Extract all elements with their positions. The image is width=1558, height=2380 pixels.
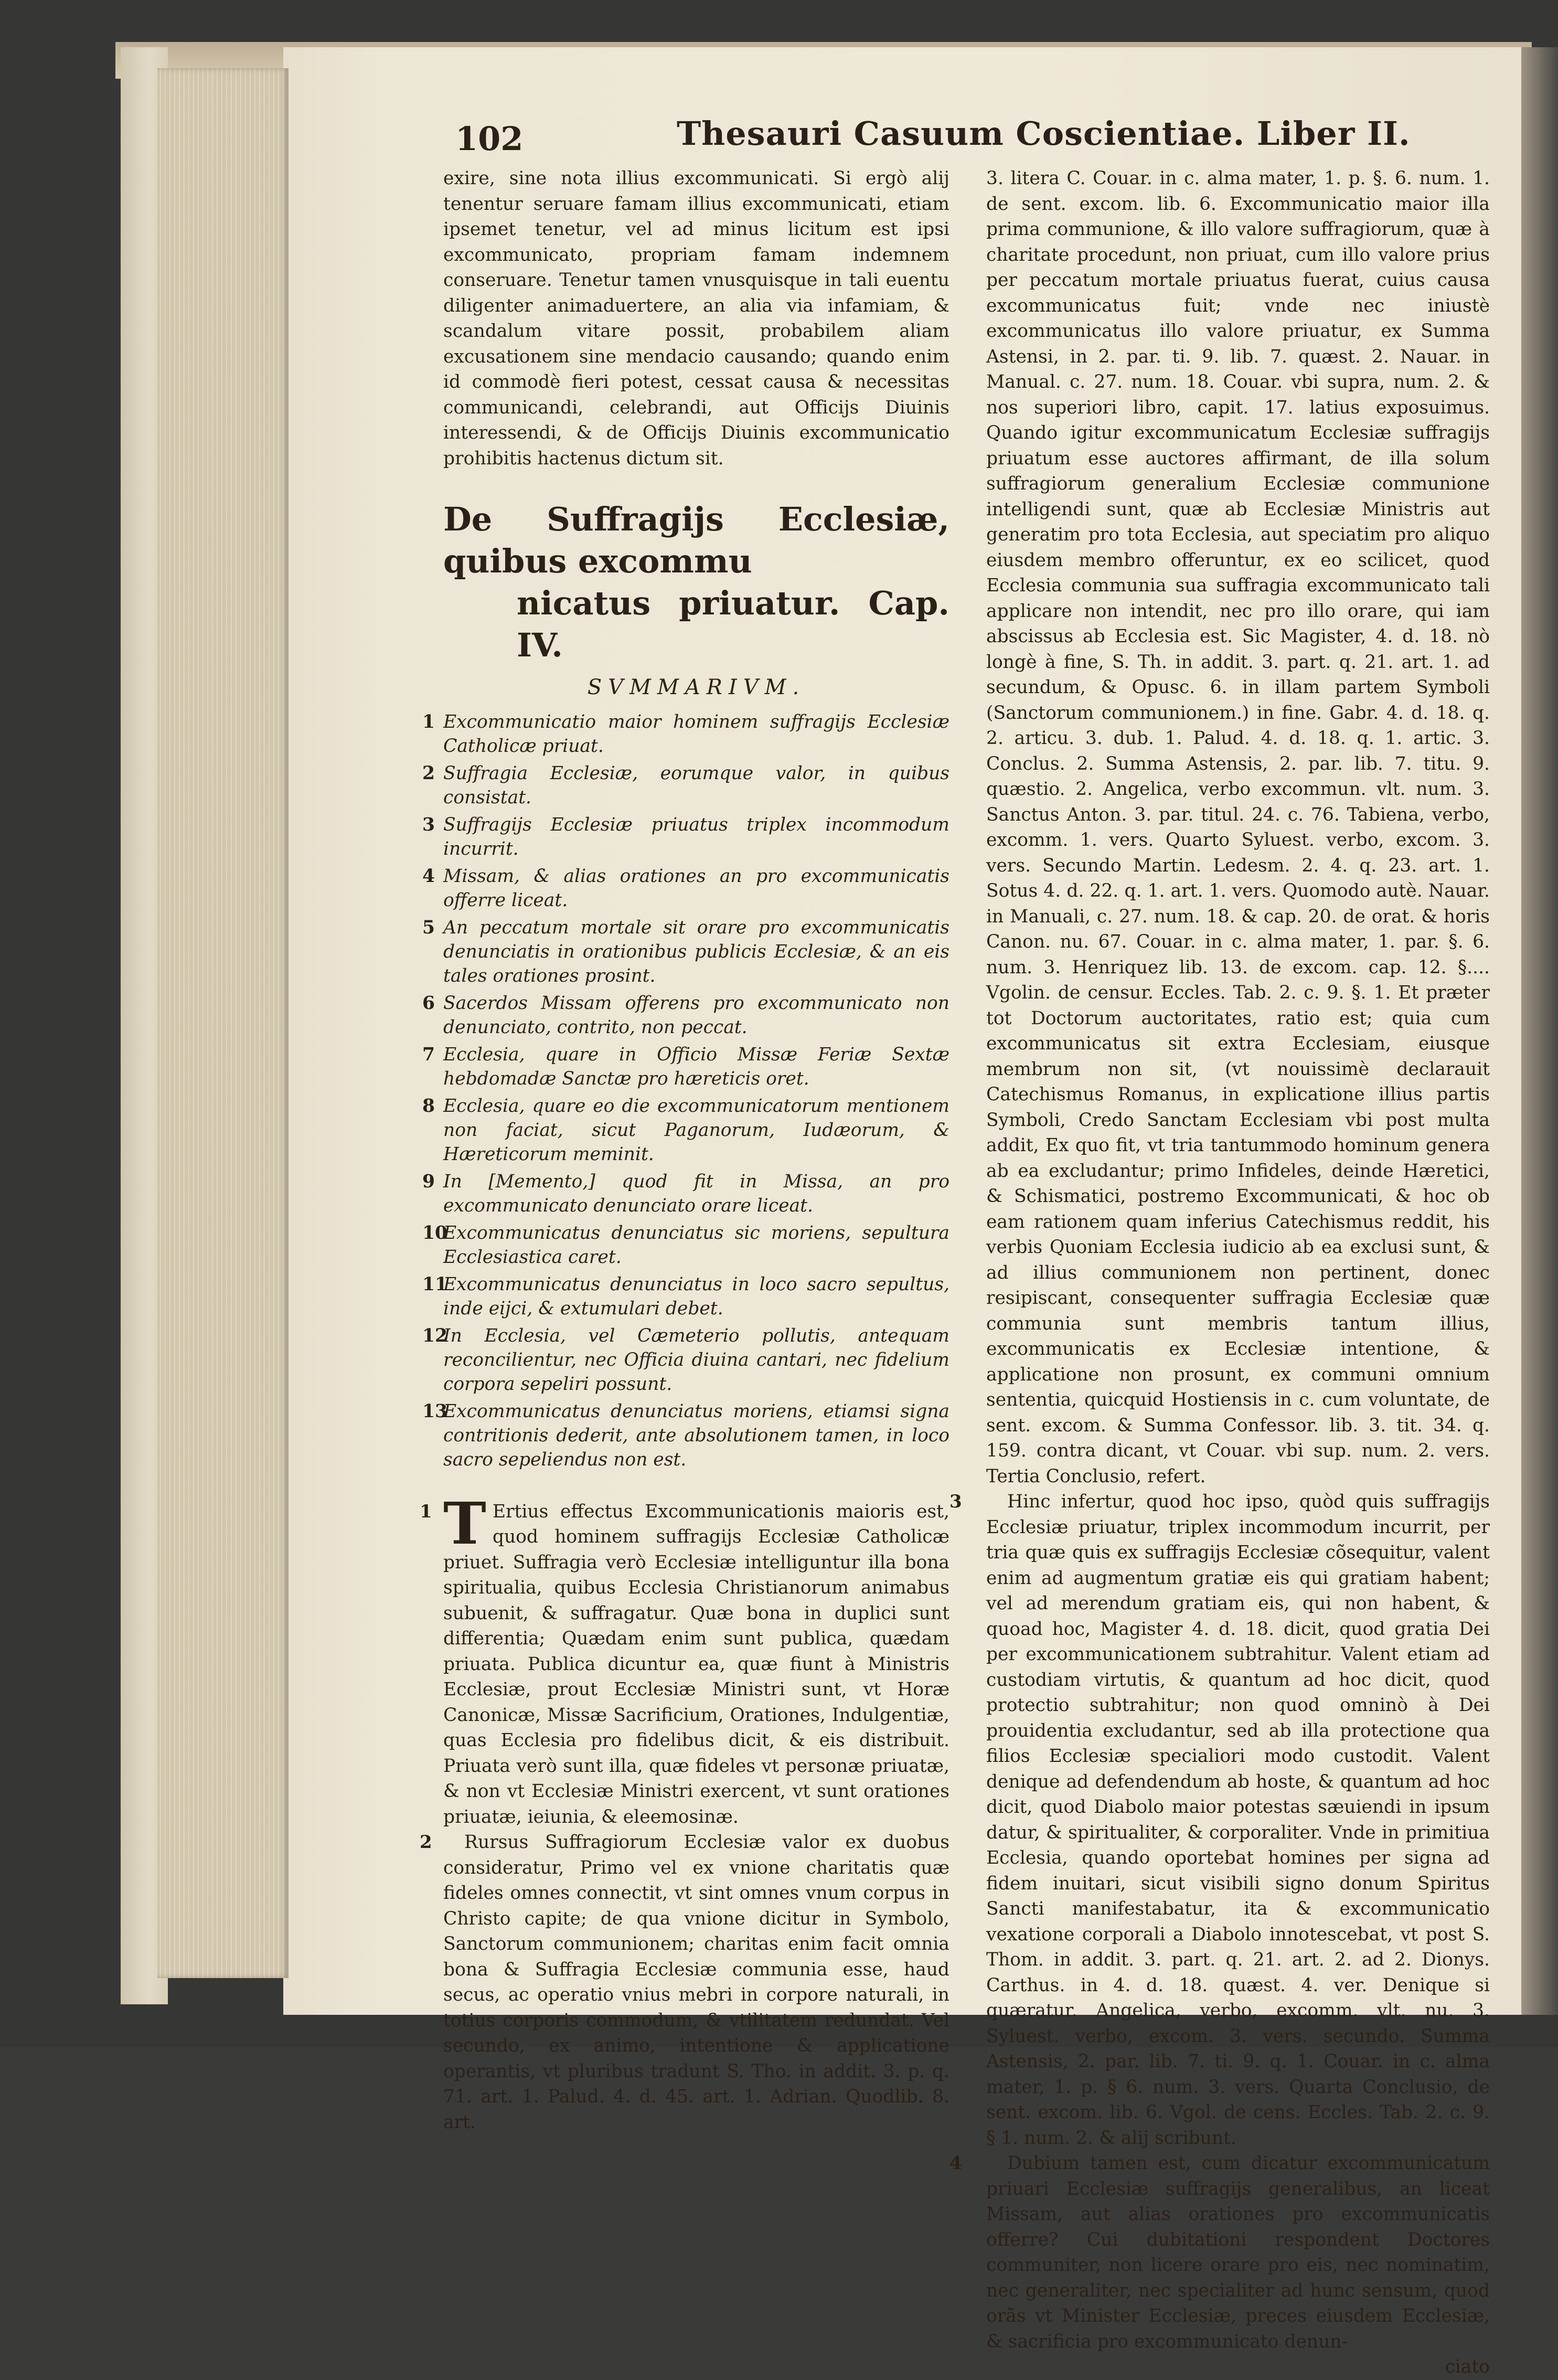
summary-item: 3 Suffragijs Ecclesiæ priuatus triplex incommodum incurrit. [422, 814, 949, 859]
running-title: Thesauri Casuum Coscientiae. Liber II. [677, 114, 1411, 153]
summary-item: 9 In [Memento,] quod fit in Missa, an pro excommunicato denunciato orare liceat. [422, 1171, 949, 1216]
margin-number: 3 [949, 1491, 962, 1512]
paragraph-text: Rursus Suffragiorum Ecclesiæ valor ex duobus consideratur, Primo vel ex vnione charitatis quæ fideles omnes connectit, vt sint omnes vnum corpus in Christo capite; de qua vnione dicitur in Symbolo, Sanctorum communionem; charitas enim facit omnia bona & Suffragia Ecclesiæ communia esse, haud secus, ac operatio vnius mebri in corpore naturali, in totius corporis commodum, & vtilitatem redundat. Vel secundo, ex animo, intentione & applicatione operantis, vt pluribus tradunt S. Tho. in addit. 3. p. q. 71. art. 1. Palud. 4. d. 45. art. 1. Adrian. Quodlib. 8. art. [443, 1832, 949, 2133]
summary-list [422, 710, 949, 1472]
summary-item: 10 Excommunicatus denunciatus sic moriens, sepultura Ecclesiastica caret. [422, 1222, 949, 1268]
chapter-heading [443, 498, 949, 666]
page-number: 102 [455, 120, 524, 158]
summary-item: 4 Missam, & alias orationes an pro excommunicatis offerre liceat. [422, 865, 949, 911]
drop-cap: T [443, 1489, 486, 1557]
body-paragraph-2 [420, 1830, 949, 2135]
running-header [451, 114, 1500, 162]
margin-number: 1 [420, 1501, 432, 1522]
body-paragraph-3 [949, 1489, 1490, 2151]
body-paragraph-1 [420, 1489, 949, 1830]
catchword: ciato [1445, 2356, 1490, 2377]
body-paragraph-continued: 3. litera C. Couar. in c. alma mater, 1. p. §. 6. num. 1. de sent. excom. lib. 6. Excommunicatio maior illa prima communione, & illo valore suffragiorum, quæ à charitate procedunt, non priuat, cum illo valore prius per peccatum mortale priuatus fuerat, cuius causa excommunicatus fuit; vnde nec iniustè excommunicatus illo valore priuatur, ex Summa Astensi, in 2. par. ti. 9. lib. 7. quæst. 2. Nauar. in Manual. c. 27. num. 18. Couar. vbi supra, num. 2. & nos superiori libro, capit. 17. latius exposuimus. Quando igitur excommunicatum Ecclesiæ suffragijs priuatum esse auctores affirmant, de illa solum suffragiorum generalium Ecclesiæ communione intelligendi sunt, quæ ab Ecclesiæ Ministris aut generatim pro tota Ecclesia, aut speciatim pro aliquo eiusdem membro offeruntur, ex eo scilicet, quod Ecclesia communia sua suffragia excommunicato tali applicare non intendit, nec pro illo orare, qui iam abscissus ab Ecclesia est. Sic Magister, 4. d. 18. nò longè à fine, S. Th. in addit. 3. part. q. 21. art. 1. ad secundum, & Opusc. 6. in illam partem Symboli (Sanctorum communionem.) in fine. Gabr. 4. d. 18. q. 2. articu. 3. dub. 1. Palud. 4. d. 18. q. 1. artic. 3. Conclus. 2. Summa Astensis, 2. par. lib. 7. titu. 9. quæstio. 2. Angelica, verbo excommun. vlt. num. 3. Sanctus Anton. 3. par. titul. 24. c. 76. Tabiena, verbo, excomm. 1. vers. Quarto Syluest. verbo, excom. 3. vers. Secundo Martin. Ledesm. 2. 4. q. 23. art. 1. Sotus 4. d. 22. q. 1. art. 1. vers. Quomodo autè. Nauar. in Manuali, c. 27. num. 18. & cap. 20. de orat. & horis Canon. nu. 67. Couar. in c. alma mater, 1. par. §. 6. num. 3. Henriquez lib. 13. de excom. cap. 12. §.... Vgolin. de censur. Eccles. Tab. 2. c. 9. §. 1. Et præter tot Doctorum auctoritates, ratio est; quia cum excommunicatus sit extra Ecclesiam, eiusque membrum non sit, (vt nouissimè declarauit Catechismus Romanus, in explicatione illius partis Symboli, Credo Sanctam Ecclesiam vbi post multa addit, Ex quo fit, vt tria tantummodo hominum genera ab ea excludantur; primo Infideles, deinde Hæretici, & Schismatici, postremo Excommunicati, & hoc ob eam rationem quam inferius Catechismus reddit, his verbis Quoniam Ecclesia iudicio ab ea exclusi sunt, & ad illius communionem non pertinent, donec resipiscant, consequenter suffragia Ecclesiæ quæ communia sunt membris tantum illius, excommunicatis ex Ecclesiæ intentione, & applicatione non prosunt, ex communi omnium sententia, quicquid Hostiensis in c. cum voluntate, de sent. excom. & Summa Confessor. lib. 3. tit. 34. q. 159. contra dicant, vt Couar. vbi sup. num. 2. vers. Tertia Conclusio, refert. [986, 168, 1490, 1487]
paragraph-text: Ertius effectus Excommunicationis maioris est, quod hominem suffragijs Ecclesiæ Catholicæ priuet. Suffragia verò Ecclesiæ intelliguntur illa bona spiritualia, quibus Ecclesia Christianorum animabus subuenit, & suffragatur. Quæ bona in duplici sunt differentia; Quædam enim sunt publica, quædam priuata. Publica dicuntur ea, quæ fiunt à Ministris Ecclesiæ, prout Ecclesiæ Ministri sunt, vt Horæ Canonicæ, Missæ Sacrificium, Orationes, Indulgentiæ, quas Ecclesia pro fidelibus dicit, & eis distribuit. Priuata verò sunt illa, quæ fideles vt personæ priuatæ, & non vt Ecclesiæ Ministri exercent, vt sunt orationes priuatæ, ieiunia, & eleemosinæ. [443, 1501, 949, 1828]
summary-item: 6 Sacerdos Missam offerens pro excommunicato non denunciato, contrito, non peccat. [422, 992, 949, 1038]
summary-item: 11 Excommunicatus denunciatus in loco sacro sepultus, inde eijci, & extumulari debet. [422, 1273, 949, 1319]
summary-item: 7 Ecclesia, quare in Officio Missæ Feriæ Sextæ hebdomadæ Sanctæ pro hæreticis oret. [422, 1044, 949, 1089]
left-column [420, 166, 949, 2135]
margin-number: 2 [420, 1832, 432, 1853]
opening-paragraph: exire, sine nota illius excommunicati. Si ergò alij tenentur seruare famam illius excommunicati, etiam ipsemet tenetur, vel ad minus licitum est ipsi excommunicato, propriam famam indemnem conseruare. Tenetur tamen vnusquisque in tali euentu diligenter animaduertere, an alia via infamiam, & scandalum vitare possit, probabilem aliam excusationem sine mendacio causando; quando enim id commodè fieri potest, cessat causa & necessitas communicandi, celebrandi, aut Officijs Diuinis interessendi, & de Officijs Diuinis excommunicatio prohibitis hactenus dictum sit. [443, 168, 949, 469]
summary-item: 1 Excommunicatio maior hominem suffragijs Ecclesiæ Catholicæ priuat. [422, 711, 949, 757]
chapter-heading-line2: nicatus priuatur. Cap. IV. [517, 584, 949, 664]
paragraph-text: Dubium tamen est, cum dicatur excommunicatum priuari Ecclesiæ suffragijs generalibus, an liceat Missam, aut alias orationes pro excommunicatis offerre? Cui dubitationi respondent Doctores communiter, non licere orare pro eis, nec nominatim, nec generaliter, nec specialiter ad hunc sensum, quod orãs vt Minister Ecclesiæ, preces eiusdem Ecclesiæ, & sacrificia pro excommunicato denun- [986, 2153, 1490, 2352]
summary-item: 5 An peccatum mortale sit orare pro excommunicatis denunciatis in orationibus publicis Ecclesiæ, & an eis tales orationes prosint. [422, 917, 949, 986]
summary-item: 13 Excommunicatus denunciatus moriens, etiamsi signa contritionis dederit, ante absolutionem tamen, in loco sacro sepeliendus non est. [422, 1400, 949, 1470]
summary-item: 12 In Ecclesia, vel Cæmeterio pollutis, antequam reconcilientur, nec Officia diuina cantari, nec fidelium corpora sepeliri possunt. [422, 1325, 949, 1395]
margin-number: 4 [949, 2153, 962, 2174]
chapter-heading-line1: De Suffragijs Ecclesiæ, quibus excommu [443, 500, 949, 580]
right-column [949, 166, 1490, 2380]
summary-item: 2 Suffragia Ecclesiæ, eorumque valor, in quibus consistat. [422, 762, 949, 808]
paragraph-text: Hinc infertur, quod hoc ipso, quòd quis suffragijs Ecclesiæ priuatur, triplex incommodum incurrit, per tria quæ quis ex suffragijs Ecclesiæ cõsequitur, valent enim ad augmentum gratiæ eis qui gratiam habent; vel ad merendum gratiam eis, qui non habent, & quoad hoc, Magister 4. d. 18. dicit, quod gratia Dei per excommunicationem subtrahitur. Valent etiam ad custodiam virtutis, & quantum ad hoc dicit, quod protectio subtrahitur; non quod omninò à Dei prouidentia excludantur, sed ab illa protectione qua filios Ecclesiæ specialiori modo custodit. Valent denique ad defendendum ab hoste, & quantum ad hoc dicit, quod Diabolo maior potestas sæuiendi in ipsum datur, & spiritualiter, & corporaliter. Vnde in primitiua Ecclesia, quando oportebat homines per signa ad fidem inuitari, sicut visibili signo donum Spiritus Sancti manifestabatur, ita & excommunicatio vexatione corporali a Diabolo innotescebat, vt post S. Thom. in addit. 3. part. q. 21. art. 2. ad 2. Dionys. Carthus. in 4. d. 18. quæst. 4. ver. Denique si quæratur. Angelica, verbo, excomm. vlt. nu. 3. Syluest. verbo, excom. 3. vers. secundo. Summa Astensis, 2. par. lib. 7. ti. 9. q. 1. Couar. in c. alma mater, 1. p. § 6. num. 3. vers. Quarta Conclusio, de sent. excom. lib. 6. Vgol. de cens. Eccles. Tab. 2. c. 9. § 1. num. 2. & alij scribunt. [986, 1491, 1490, 2149]
page-gutter-shadow [1521, 47, 1558, 2015]
page-stack-edge [157, 68, 289, 1978]
body-paragraph-4 [949, 2151, 1490, 2354]
summary-title: SVMMARIVM. [587, 675, 806, 699]
summary-item: 8 Ecclesia, quare eo die excommunicatorum mentionem non faciat, sicut Paganorum, Iudæorum, & Hæreticorum meminit. [422, 1095, 949, 1165]
